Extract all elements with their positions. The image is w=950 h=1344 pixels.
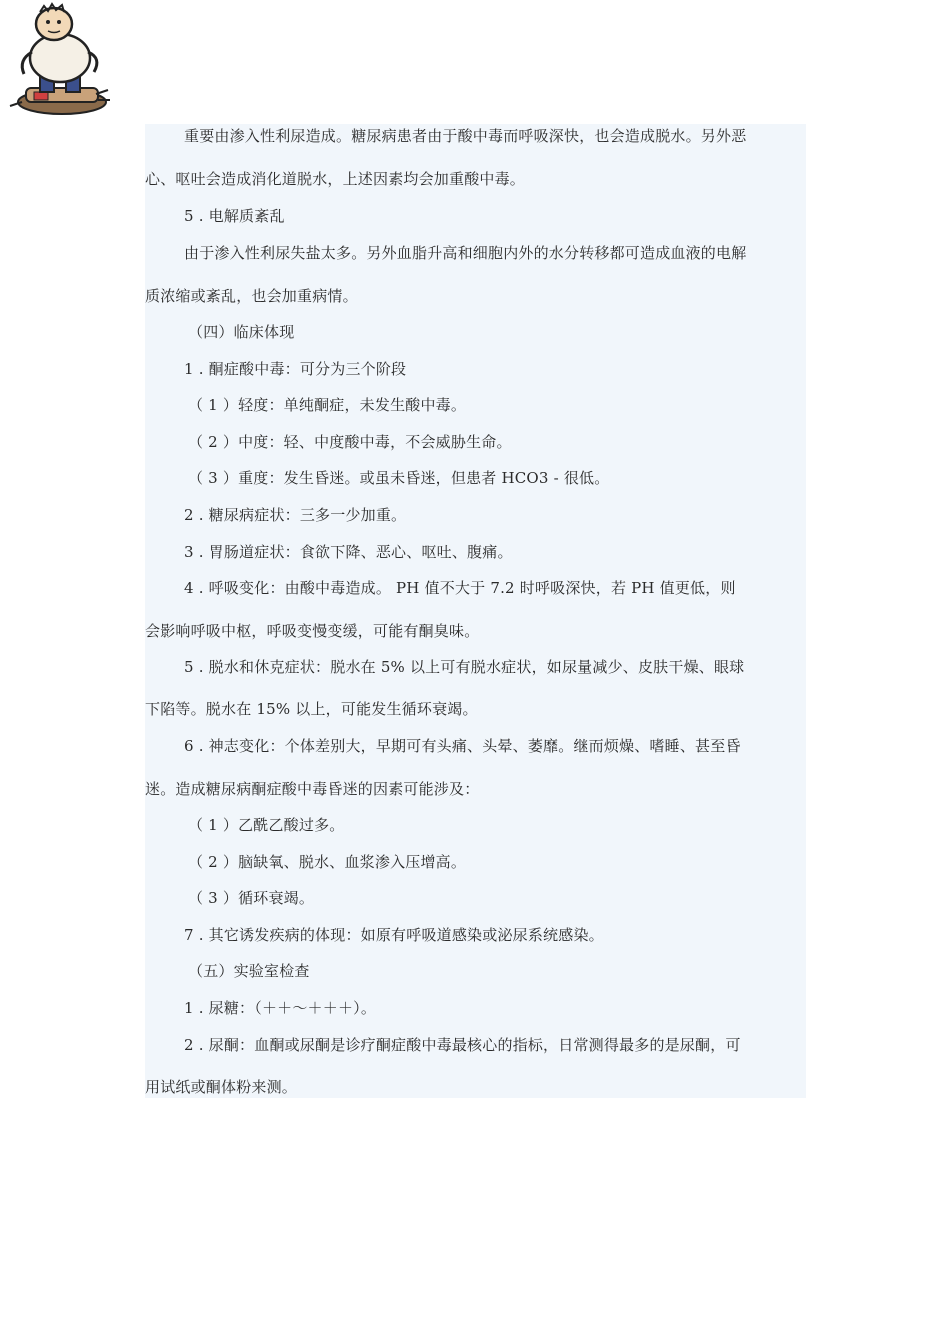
paragraph-line: 重要由渗入性利尿造成。糖尿病患者由于酸中毒而呼吸深快，也会造成脱水。另外恶 bbox=[184, 127, 747, 145]
paragraph-line: 心、呕吐会造成消化道脱水，上述因素均会加重酸中毒。 bbox=[145, 170, 526, 188]
list-item: 7 . 其它诱发疾病的体现：如原有呼吸道感染或泌尿系统感染。 bbox=[184, 926, 604, 944]
list-item: 6 . 神志变化：个体差别大，早期可有头痛、头晕、萎靡。继而烦燥、嗜睡、甚至昏 bbox=[184, 737, 741, 755]
paragraph-line: 下陷等。脱水在 15% 以上，可能发生循环衰竭。 bbox=[145, 700, 478, 718]
list-subitem: （ 2 ）脑缺氧、脱水、血浆渗入压增高。 bbox=[188, 853, 467, 871]
list-item: 4 . 呼吸变化：由酸中毒造成。 PH 值不大于 7.2 时呼吸深快，若 PH 值更低，则 bbox=[184, 579, 736, 597]
paragraph-line: 质浓缩或紊乱，也会加重病情。 bbox=[145, 287, 358, 305]
list-item: 3 . 胃肠道症状：食欲下降、恶心、呕吐、腹痛。 bbox=[184, 543, 513, 561]
paragraph-line: 用试纸或酮体粉来测。 bbox=[145, 1078, 298, 1096]
list-item: 1 . 尿糖：（＋＋～＋＋＋）。 bbox=[184, 999, 377, 1017]
paragraph-line: 迷。造成糖尿病酮症酸中毒昏迷的因素可能涉及： bbox=[145, 780, 480, 798]
list-subitem: （ 2 ）中度：轻、中度酸中毒，不会威胁生命。 bbox=[188, 433, 512, 451]
list-subitem: （ 1 ）轻度：单纯酮症，未发生酸中毒。 bbox=[188, 396, 467, 414]
list-subitem: （ 3 ）循环衰竭。 bbox=[188, 889, 315, 907]
list-subitem: （ 3 ）重度：发生昏迷。或虽未昏迷，但患者 HCO3 - 很低。 bbox=[188, 469, 610, 487]
list-item: 1 . 酮症酸中毒：可分为三个阶段 bbox=[184, 360, 407, 378]
paragraph-line: 由于渗入性利尿失盐太多。另外血脂升高和细胞内外的水分转移都可造成血液的电解 bbox=[184, 244, 747, 262]
list-subitem: （ 1 ）乙酰乙酸过多。 bbox=[188, 816, 345, 834]
section-heading-clinical: （四）临床体现 bbox=[188, 323, 295, 341]
list-item: 2 . 尿酮：血酮或尿酮是诊疗酮症酸中毒最核心的指标，日常测得最多的是尿酮，可 bbox=[184, 1036, 741, 1054]
list-item: 5 . 脱水和休克症状：脱水在 5% 以上可有脱水症状，如尿量减少、皮肤干燥、眼球 bbox=[184, 658, 745, 676]
subheading-electrolyte: 5 . 电解质紊乱 bbox=[184, 207, 285, 225]
article-body bbox=[145, 124, 806, 1098]
section-heading-lab: （五）实验室检查 bbox=[188, 962, 310, 980]
scale-figure-logo-icon bbox=[4, 2, 114, 124]
list-item: 2 . 糖尿病症状：三多一少加重。 bbox=[184, 506, 407, 524]
paragraph-line: 会影响呼吸中枢，呼吸变慢变缓，可能有酮臭味。 bbox=[145, 622, 480, 640]
